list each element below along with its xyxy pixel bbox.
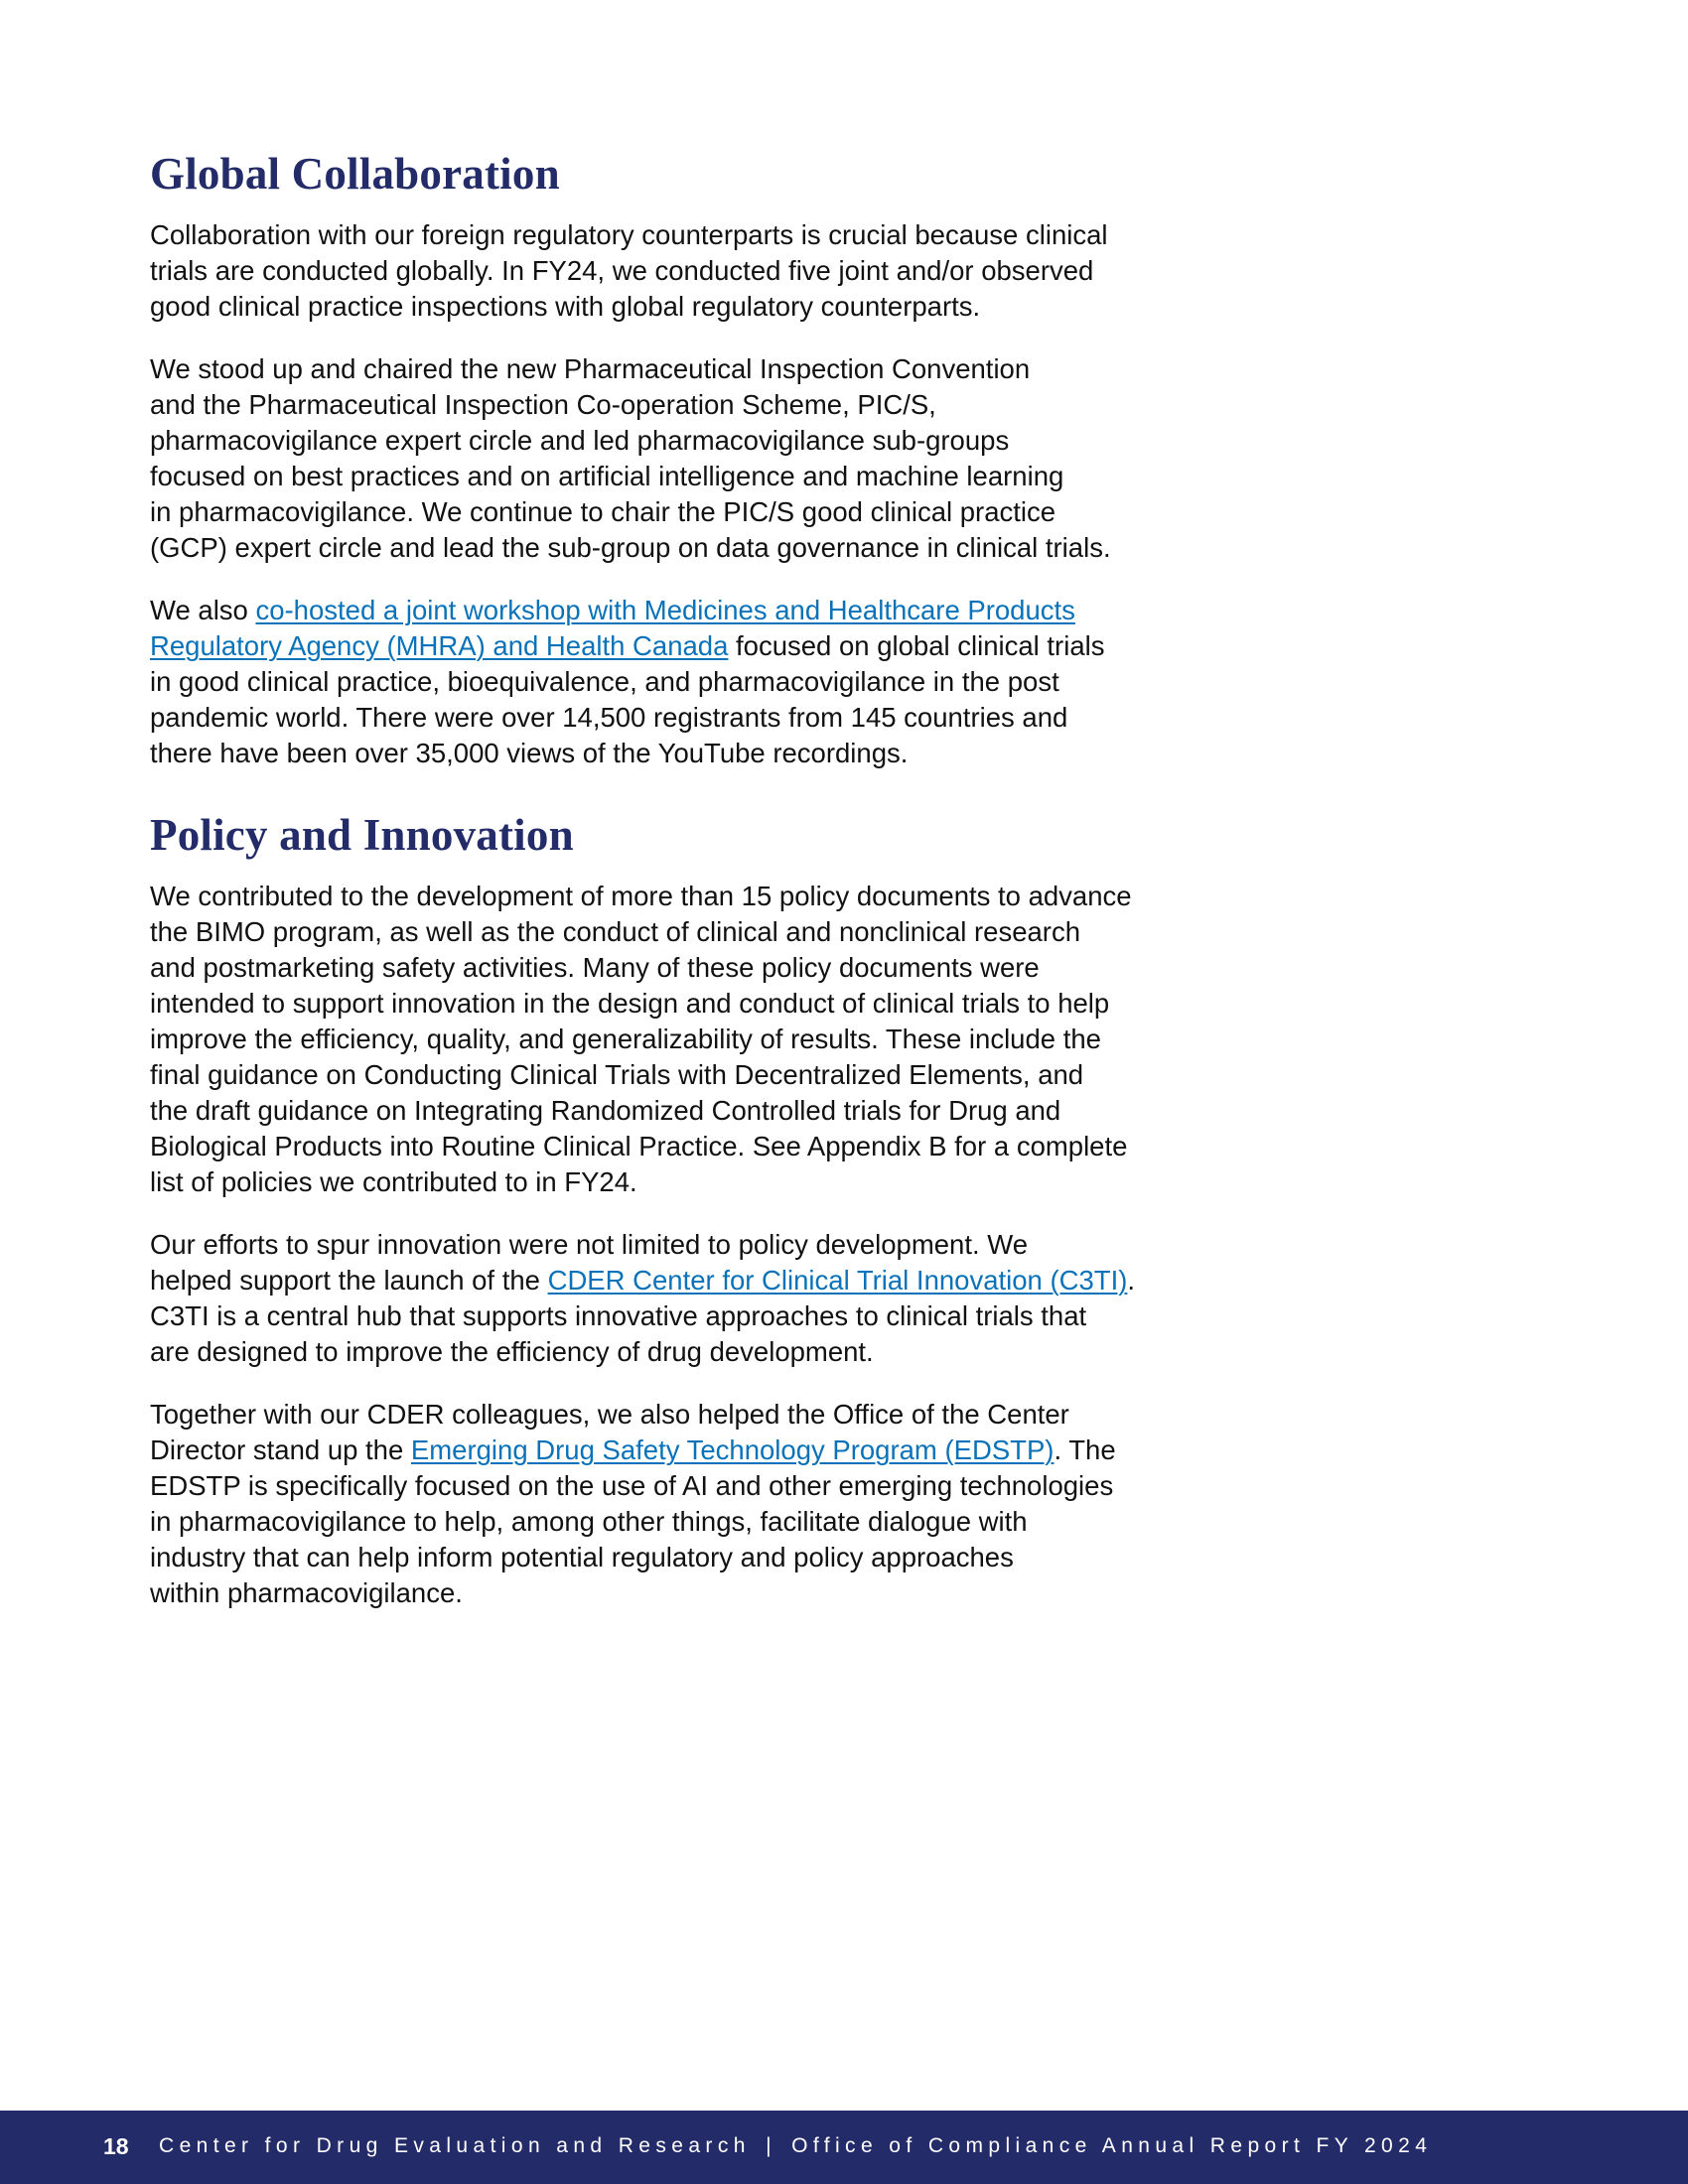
text-segment: Collaboration with our foreign regulatory counterparts is crucial because clinical [150,219,1108,250]
text-segment: in pharmacovigilance. We continue to chair the PIC/S good clinical practice [150,496,1056,527]
text-line [150,700,1104,736]
text-segment: within pharmacovigilance. [150,1577,463,1608]
text-segment: the BIMO program, as well as the conduct of clinical and nonclinical research [150,916,1080,947]
text-segment: (GCP) expert circle and lead the sub-group on data governance in clinical trials. [150,532,1111,563]
text-line [150,253,1108,289]
text-segment: improve the efficiency, quality, and generalizability of results. These include the [150,1024,1101,1054]
text-line [150,914,1132,950]
text-line [150,289,1108,325]
text-segment: We contributed to the development of more than 15 policy documents to advance [150,881,1132,911]
text-segment: the draft guidance on Integrating Randomized Controlled trials for Drug and [150,1095,1061,1126]
text-line [150,1575,1116,1611]
text-segment: in good clinical practice, bioequivalence, and pharmacovigilance in the post [150,666,1059,697]
text-line [150,530,1111,566]
paragraph-policy-3 [150,1397,1116,1611]
text-segment: industry that can help inform potential regulatory and policy approaches [150,1542,1014,1572]
text-segment: EDSTP is specifically focused on the use of AI and other emerging technologies [150,1470,1114,1501]
text-segment: and the Pharmaceutical Inspection Co-operation Scheme, PIC/S, [150,389,936,420]
text-segment: . [1127,1265,1136,1296]
inline-link[interactable]: Regulatory Agency (MHRA) and Health Canada [150,630,729,661]
text-line [150,351,1111,387]
text-segment: C3TI is a central hub that supports innovative approaches to clinical trials that [150,1300,1087,1331]
text-line [150,986,1132,1022]
inline-link[interactable]: CDER Center for Clinical Trial Innovation (C3TI) [547,1265,1128,1296]
inline-link[interactable]: co-hosted a joint workshop with Medicines and Healthcare Products [255,595,1075,625]
text-line [150,1540,1116,1575]
text-segment: Biological Products into Routine Clinical Practice. See Appendix B for a complete [150,1131,1128,1161]
footer-title [159,2132,1432,2160]
paragraph-global-2 [150,351,1111,566]
text-segment: Our efforts to spur innovation were not limited to policy development. We [150,1229,1029,1260]
text-line [150,1022,1132,1057]
text-segment: Together with our CDER colleagues, we also helped the Office of the Center [150,1399,1069,1430]
text-segment: intended to support innovation in the design and conduct of clinical trials to help [150,988,1110,1019]
text-segment: trials are conducted globally. In FY24, we conducted five joint and/or observed [150,255,1094,286]
section-heading-global-collaboration: Global Collaboration [150,149,560,199]
paragraph-global-1 [150,217,1108,325]
text-line [150,494,1111,530]
text-segment: We also [150,595,256,625]
text-line [150,950,1132,986]
page-footer [0,2111,1688,2184]
footer-separator: | [766,2134,776,2157]
text-segment: We stood up and chaired the new Pharmaceutical Inspection Convention [150,353,1031,384]
text-line [150,387,1111,423]
text-segment: . The [1054,1434,1116,1465]
text-segment: Director stand up the [150,1434,411,1465]
page-number: 18 [103,2133,129,2159]
text-line [150,459,1111,494]
text-segment: and postmarketing safety activities. Many of these policy documents were [150,952,1040,983]
paragraph-global-3 [150,593,1104,771]
text-segment: final guidance on Conducting Clinical Trials with Decentralized Elements, and [150,1059,1084,1090]
paragraph-policy-2 [150,1227,1135,1370]
text-line [150,1433,1116,1468]
text-line [150,1164,1132,1200]
footer-left-text: Center for Drug Evaluation and Research [159,2134,751,2157]
text-line [150,736,1104,771]
text-segment: helped support the launch of the [150,1265,548,1296]
inline-link[interactable]: Emerging Drug Safety Technology Program (EDSTP) [410,1434,1055,1465]
text-line [150,1298,1135,1334]
text-line [150,1397,1116,1433]
text-line [150,664,1104,700]
text-line [150,1334,1135,1370]
text-line [150,217,1108,253]
text-line [150,1263,1135,1298]
text-segment: are designed to improve the efficiency of drug development. [150,1336,874,1367]
text-line [150,593,1104,628]
text-segment: in pharmacovigilance to help, among other things, facilitate dialogue with [150,1506,1028,1537]
text-segment: pandemic world. There were over 14,500 registrants from 145 countries and [150,702,1068,733]
text-line [150,628,1104,664]
text-segment: list of policies we contributed to in FY24. [150,1166,637,1197]
text-segment: pharmacovigilance expert circle and led pharmacovigilance sub-groups [150,425,1010,456]
text-line [150,423,1111,459]
text-line [150,1504,1116,1540]
text-line [150,1057,1132,1093]
text-line [150,1129,1132,1164]
text-segment: good clinical practice inspections with global regulatory counterparts. [150,291,981,322]
text-line [150,1093,1132,1129]
footer-right-text: Office of Compliance Annual Report FY 2024 [791,2134,1433,2157]
text-segment: focused on best practices and on artificial intelligence and machine learning [150,461,1064,491]
paragraph-policy-1 [150,879,1132,1200]
text-line [150,1227,1135,1263]
text-line [150,879,1132,914]
text-line [150,1468,1116,1504]
text-segment: there have been over 35,000 views of the YouTube recordings. [150,738,909,768]
text-segment: focused on global clinical trials [728,630,1105,661]
section-heading-policy-innovation: Policy and Innovation [150,810,574,860]
